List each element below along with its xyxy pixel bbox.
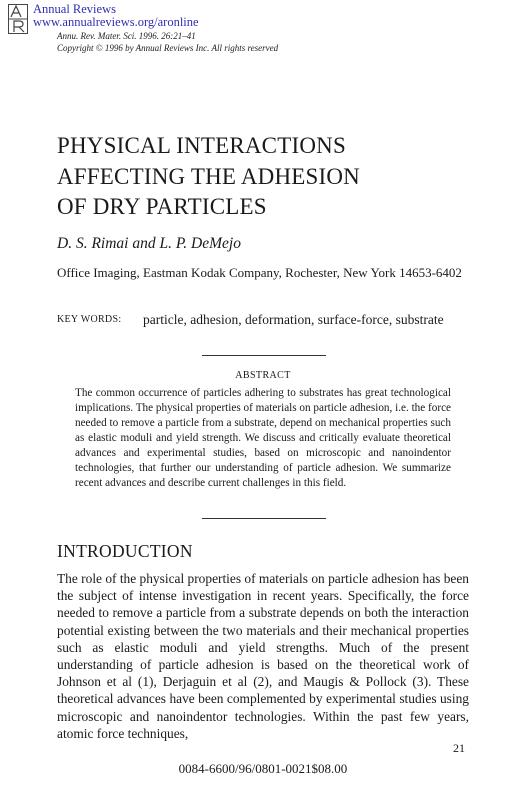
publisher-name: Annual Reviews — [33, 2, 116, 16]
annual-reviews-logo-icon — [8, 4, 28, 34]
annual-reviews-header — [33, 3, 199, 29]
divider-bottom — [202, 518, 326, 519]
authors: D. S. Rimai and L. P. DeMejo — [57, 235, 241, 252]
citation-block — [57, 31, 278, 54]
title-line: PHYSICAL INTERACTIONS — [57, 133, 346, 158]
keywords: particle, adhesion, deformation, surface-force, substrate — [143, 312, 444, 327]
abstract-heading-label: ABSTRACT — [235, 370, 291, 381]
page-number: 21 — [453, 741, 465, 755]
title-line: OF DRY PARTICLES — [57, 194, 267, 219]
divider-top — [202, 355, 326, 356]
article-title — [57, 131, 360, 223]
journal-citation: Annu. Rev. Mater. Sci. 1996. 26:21–41 — [57, 31, 196, 41]
introduction-paragraph: The role of the physical properties of materials on particle adhesion has been the subject of intense investigation in recent years. Specifically, the force needed to remove a particle from a substrate depends on both the interaction potential existing between the two materials and their mechanical properties such as elastic moduli and yield strengths. Much of the present understanding of particle adhesion is based on the theoretical work of Johnson et al (1), Derjaguin et al (2), and Maugis & Pollock (3). These theoretical advances have been complemented by experimental studies using microscopic and nanoindentor technologies. Within the past few years, atomic force techniques, — [57, 571, 469, 741]
abstract-heading — [0, 370, 526, 381]
title-line: AFFECTING THE ADHESION — [57, 163, 360, 189]
section-heading-introduction: INTRODUCTION — [57, 541, 193, 561]
keywords-label: KEY WORDS: — [57, 314, 122, 325]
footer-code: 0084-6600/96/0801-0021$08.00 — [178, 761, 348, 776]
abstract-text: The common occurrence of particles adhering to substrates has great technological implications. The physical properties of materials on particle adhesion, i.e. the force needed to remove a particle from a substrate, depend on mechanical properties such as elastic moduli and yield strength. We discuss and critically evaluate theoretical advances and experimental studies, based on microscopic and nanoindentor technologies, that further our understanding of particle adhesion. We summarize recent advances and describe current challenges in this field. — [75, 387, 452, 489]
publisher-url-link[interactable]: www.annualreviews.org/aronline — [33, 15, 199, 29]
affiliation: Office Imaging, Eastman Kodak Company, Rochester, New York 14653-6402 — [57, 265, 462, 280]
copyright-notice: Copyright © 1996 by Annual Reviews Inc. All rights reserved — [57, 42, 279, 53]
